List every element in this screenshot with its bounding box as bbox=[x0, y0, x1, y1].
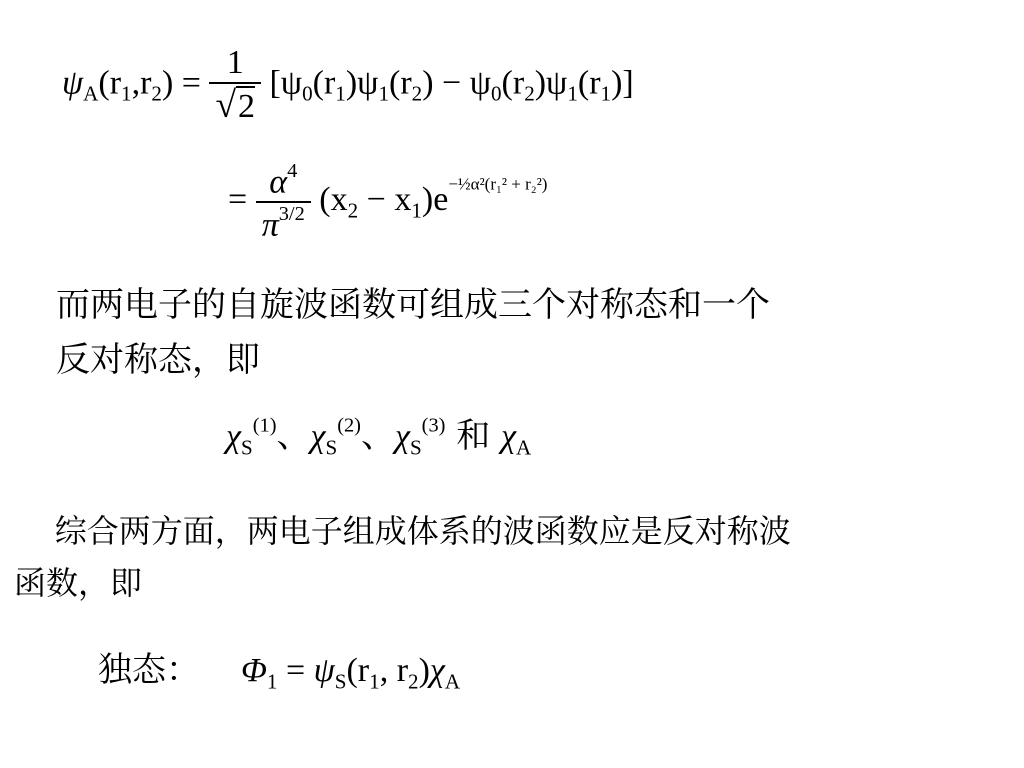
fraction-one-over-root-two: $\frac{1}{√2}$ bbox=[209, 44, 261, 127]
singlet-label: 独态： bbox=[98, 650, 200, 690]
equation-explicit-form: = $\frac{\alpha^4}{\pi^{3/2}}$ $(x_2 - x_1)e^{-\frac{1}{2}\alpha^2(r_1^2 + r_2^2)}$ bbox=[228, 160, 548, 244]
exponent: −½α²(r₁² + r₂²) bbox=[448, 174, 548, 194]
spin-functions-line: $\chi_S^{(1)}$、$\chi_S^{(2)}$、$\chi_S^{(3)}$ 和 $\chi_A$ bbox=[226, 414, 532, 460]
psi-symbol: ψ bbox=[62, 64, 84, 102]
paragraph-antisymmetric: 综合两方面，两电子组成体系的波函数应是反对称波 函数，即 bbox=[14, 512, 791, 602]
fraction-alpha-over-pi: $\frac{\alpha^4}{\pi^{3/2}}$ bbox=[256, 160, 311, 245]
equation-antisymmetric-spatial: $\psi_A(r_1,r_2)$ = $\frac{1}{√2}$ $[\psi_0(r_1)\psi_1(r_2) - \psi_0(r_2)\psi_1(r_1)]$ bbox=[62, 44, 634, 126]
singlet-equation: 独态： $\Phi_1 = \psi_S(r_1$, $r_2)\chi_A$ bbox=[98, 650, 461, 694]
paragraph-spin-states: 而两电子的自旋波函数可组成三个对称态和一个 反对称态，即 bbox=[56, 285, 770, 380]
